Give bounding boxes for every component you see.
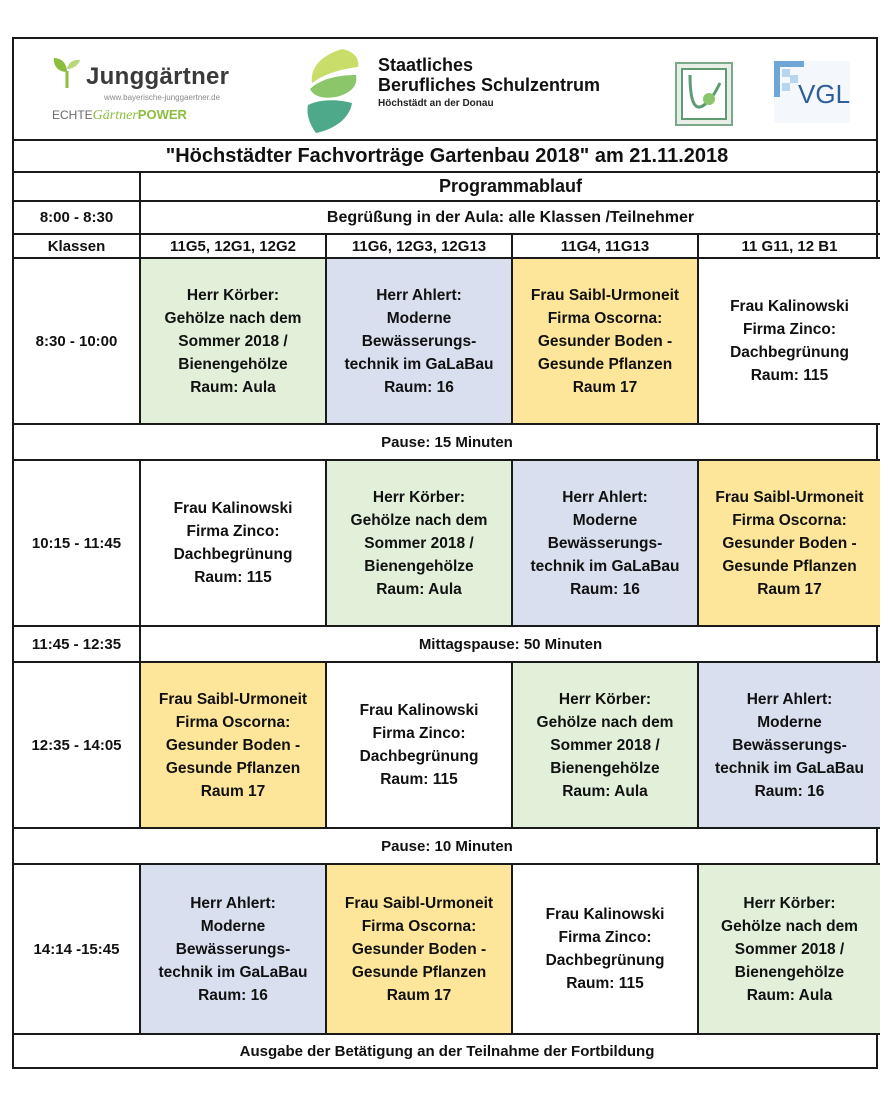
session-cell-line: Gesunder Boden - bbox=[537, 332, 673, 350]
klassen-group: 11G4, 11G13 bbox=[512, 234, 698, 258]
session-cell-line: Herr Körber: bbox=[372, 488, 466, 506]
session-cell-line: Sommer 2018 / bbox=[178, 332, 288, 350]
session-cell-line: Dachbegrünung bbox=[359, 748, 479, 765]
session-cell bbox=[326, 662, 512, 828]
session-cell-line: Frau Saibl-Urmoneit bbox=[344, 894, 494, 912]
klassen-group: 11G5, 12G1, 12G2 bbox=[140, 234, 326, 258]
session-row bbox=[14, 258, 880, 424]
logo-header bbox=[14, 39, 876, 141]
session-cell-line: Herr Ahlert: bbox=[562, 488, 648, 506]
session-cell-line: Gesunde Pflanzen bbox=[722, 557, 857, 575]
session-row bbox=[14, 662, 880, 828]
session-cell-line: Moderne bbox=[572, 511, 638, 529]
lunch-time: 11:45 - 12:35 bbox=[14, 626, 140, 662]
session-cell bbox=[326, 258, 512, 424]
session-cell-line: Dachbegrünung bbox=[730, 344, 849, 361]
session-cell-line: Raum: 16 bbox=[198, 986, 268, 1004]
lunch-text: Mittagspause: 50 Minuten bbox=[140, 626, 880, 662]
session-cell-line: Raum 17 bbox=[757, 580, 822, 598]
session-cell bbox=[698, 864, 880, 1034]
session-cell-line: Gesunde Pflanzen bbox=[537, 355, 673, 373]
session-cell-line: Raum: 16 bbox=[570, 580, 640, 598]
session-cell bbox=[512, 864, 698, 1034]
session-cell-line: Firma Zinco: bbox=[558, 929, 652, 946]
session-cell-line: Raum: Aula bbox=[746, 986, 833, 1004]
session-cell-line: Gesunde Pflanzen bbox=[351, 963, 487, 981]
session-cell-line: Gesunder Boden - bbox=[351, 940, 487, 958]
session-cell-line: Sommer 2018 / bbox=[550, 736, 660, 754]
session-cell-line: Herr Körber: bbox=[743, 894, 836, 912]
session-cell bbox=[140, 662, 326, 828]
session-cell-line: Herr Ahlert: bbox=[376, 286, 462, 304]
session-cell-line: Moderne bbox=[386, 309, 452, 327]
session-cell-line: Raum: Aula bbox=[190, 378, 276, 396]
break-text: Pause: 15 Minuten bbox=[14, 424, 880, 460]
klassen-label: Klassen bbox=[14, 234, 140, 258]
session-cell-line: Dachbegrünung bbox=[545, 952, 665, 969]
school-line1: Staatliches bbox=[378, 55, 474, 75]
session-cell-line: Bienengehölze bbox=[734, 963, 845, 981]
session-cell bbox=[512, 460, 698, 626]
session-cell-line: Bienengehölze bbox=[364, 557, 474, 575]
session-cell-line: Raum 17 bbox=[200, 782, 266, 800]
session-time: 12:35 - 14:05 bbox=[14, 662, 140, 828]
session-cell bbox=[326, 460, 512, 626]
session-cell-line: Herr Ahlert: bbox=[190, 894, 276, 912]
session-cell-line: Moderne bbox=[757, 713, 822, 731]
slogan-suffix: POWER bbox=[137, 107, 187, 122]
event-title: "Höchstädter Fachvorträge Gartenbau 2018" am 21.11.2018 bbox=[14, 141, 880, 172]
session-time: 14:14 -15:45 bbox=[14, 864, 140, 1034]
gardening-seal-icon bbox=[674, 61, 734, 127]
session-cell-line: Raum: 16 bbox=[384, 378, 454, 396]
session-cell-line: Raum: 115 bbox=[194, 569, 272, 586]
vgl-text: VGL bbox=[798, 79, 851, 109]
program-heading: Programmablauf bbox=[140, 172, 880, 201]
session-cell-line: Bewässerungs- bbox=[361, 332, 477, 350]
session-cell-line: Gehölze nach dem bbox=[164, 309, 302, 327]
session-cell-line: Bewässerungs- bbox=[732, 736, 847, 754]
session-cell-line: Gehölze nach dem bbox=[721, 917, 858, 935]
klassen-group: 11 G11, 12 B1 bbox=[698, 234, 880, 258]
session-cell bbox=[326, 864, 512, 1034]
session-cell bbox=[140, 864, 326, 1034]
klassen-group: 11G6, 12G3, 12G13 bbox=[326, 234, 512, 258]
session-cell-line: Bienengehölze bbox=[178, 355, 288, 373]
sprout-icon bbox=[50, 55, 84, 89]
school-name bbox=[378, 55, 668, 109]
session-row bbox=[14, 864, 880, 1034]
session-cell-line: technik im GaLaBau bbox=[344, 355, 494, 373]
session-cell-line: Firma Zinco: bbox=[186, 523, 280, 540]
school-line3: Höchstädt an der Donau bbox=[378, 98, 494, 109]
junggaertner-url: www.bayerische-junggaertner.de bbox=[104, 93, 221, 102]
session-row bbox=[14, 460, 880, 626]
session-cell-line: Firma Oscorna: bbox=[732, 511, 847, 529]
session-cell-line: Frau Kalinowski bbox=[730, 298, 849, 315]
junggaertner-slogan bbox=[52, 107, 187, 124]
junggaertner-logo bbox=[42, 51, 252, 131]
session-cell bbox=[512, 258, 698, 424]
session-cell-line: Firma Zinco: bbox=[742, 321, 836, 338]
session-cell-line: Frau Saibl-Urmoneit bbox=[158, 690, 308, 708]
session-cell-line: technik im GaLaBau bbox=[714, 759, 864, 777]
session-cell-line: Gesunde Pflanzen bbox=[165, 759, 301, 777]
session-cell bbox=[698, 258, 880, 424]
session-cell-line: Herr Ahlert: bbox=[746, 690, 833, 708]
greeting-time: 8:00 - 8:30 bbox=[14, 201, 140, 234]
vgl-logo bbox=[774, 61, 850, 123]
session-time: 8:30 - 10:00 bbox=[14, 258, 140, 424]
session-cell-line: technik im GaLaBau bbox=[158, 963, 308, 981]
session-cell-line: Raum: 16 bbox=[754, 782, 825, 800]
session-cell-line: Bewässerungs- bbox=[547, 534, 663, 552]
session-cell-line: Raum: 115 bbox=[566, 975, 644, 992]
session-cell-line: Sommer 2018 / bbox=[364, 534, 474, 552]
session-cell-line: Gehölze nach dem bbox=[536, 713, 674, 731]
slogan-prefix: ECHTE bbox=[52, 108, 93, 122]
empty-cell bbox=[14, 172, 140, 201]
session-cell-line: Raum: 115 bbox=[750, 367, 829, 384]
break-text: Pause: 10 Minuten bbox=[14, 828, 880, 864]
session-cell bbox=[140, 460, 326, 626]
session-cell-line: Firma Oscorna: bbox=[361, 917, 477, 935]
schedule-table bbox=[14, 141, 880, 1067]
session-cell-line: Frau Kalinowski bbox=[173, 500, 293, 517]
session-cell-line: Raum: Aula bbox=[562, 782, 648, 800]
session-cell-line: Gesunder Boden - bbox=[165, 736, 301, 754]
session-cell-line: Gesunder Boden - bbox=[722, 534, 857, 552]
session-cell-line: Herr Körber: bbox=[186, 286, 280, 304]
session-cell-line: technik im GaLaBau bbox=[530, 557, 680, 575]
session-cell bbox=[140, 258, 326, 424]
schedule-sheet bbox=[12, 37, 878, 1069]
session-cell bbox=[698, 662, 880, 828]
session-cell-line: Frau Saibl-Urmoneit bbox=[530, 286, 680, 304]
session-cell-line: Bienengehölze bbox=[550, 759, 660, 777]
greeting-text: Begrüßung in der Aula: alle Klassen /Teilnehmer bbox=[140, 201, 880, 234]
session-cell-line: Dachbegrünung bbox=[173, 546, 293, 563]
session-cell-line: Firma Oscorna: bbox=[547, 309, 663, 327]
session-cell-line: Firma Zinco: bbox=[372, 725, 466, 742]
session-cell-line: Bewässerungs- bbox=[175, 940, 291, 958]
school-swoosh-logo bbox=[302, 47, 366, 135]
slogan-middle: Gärtner bbox=[92, 108, 138, 123]
session-cell-line: Raum 17 bbox=[386, 986, 452, 1004]
junggaertner-brand: Junggärtner bbox=[86, 63, 230, 90]
session-cell-line: Raum: Aula bbox=[376, 580, 462, 598]
session-cell-line: Raum 17 bbox=[572, 378, 638, 396]
session-time: 10:15 - 11:45 bbox=[14, 460, 140, 626]
session-cell-line: Sommer 2018 / bbox=[734, 940, 845, 958]
footer-text: Ausgabe der Betätigung an der Teilnahme der Fortbildung bbox=[14, 1034, 880, 1067]
session-cell-line: Raum: 115 bbox=[380, 771, 458, 788]
session-cell-line: Frau Kalinowski bbox=[545, 906, 665, 923]
session-cell-line: Frau Saibl-Urmoneit bbox=[715, 488, 864, 506]
session-cell-line: Moderne bbox=[200, 917, 266, 935]
session-cell bbox=[698, 460, 880, 626]
session-cell bbox=[512, 662, 698, 828]
school-line2: Berufliches Schulzentrum bbox=[378, 75, 601, 95]
session-cell-line: Gehölze nach dem bbox=[350, 511, 488, 529]
session-cell-line: Herr Körber: bbox=[558, 690, 652, 708]
session-cell-line: Frau Kalinowski bbox=[359, 702, 479, 719]
session-cell-line: Firma Oscorna: bbox=[175, 713, 291, 731]
